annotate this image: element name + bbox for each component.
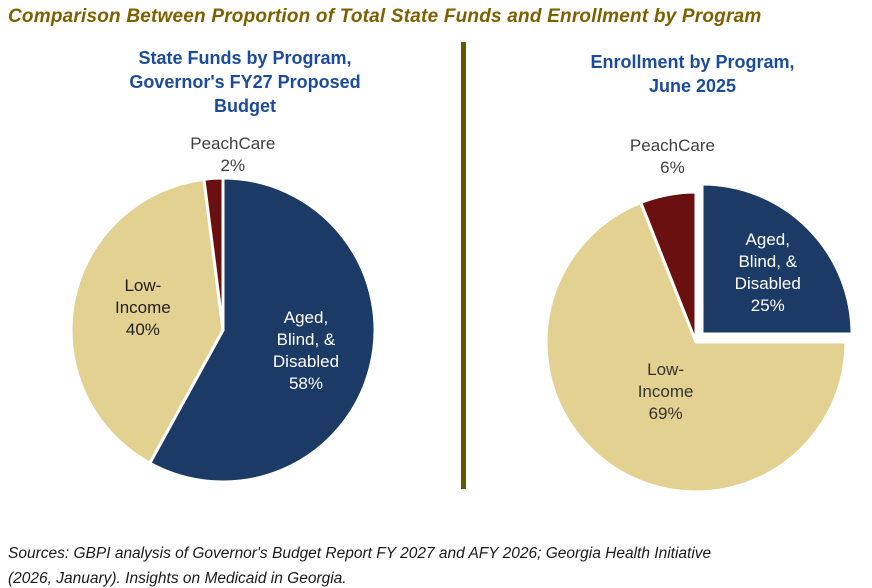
source-note-line: (2026, January). Insights on Medicaid in Georgia. xyxy=(8,570,347,587)
slice-label-line: 69% xyxy=(648,404,683,424)
slice-label-line: Disabled xyxy=(272,351,340,371)
slice-label-line: 6% xyxy=(660,158,685,178)
slice-label-line: Income xyxy=(637,382,694,402)
pie1-label-aged-blind-disabled xyxy=(273,307,339,395)
slice-label-line: 25% xyxy=(750,296,785,316)
slice-label-line: Blind, & xyxy=(738,252,798,272)
slice-label-line: 2% xyxy=(220,155,246,175)
pie2-label-peachcare xyxy=(630,135,715,179)
chart-title-line: June 2025 xyxy=(648,76,737,96)
source-note-line: Sources: GBPI analysis of Governor's Budget Report FY 2027 and AFY 2026; Georgia Health Initiative xyxy=(8,545,712,562)
chart-title-line: Enrollment by Program, xyxy=(590,52,795,72)
chart-title-line: State Funds by Program, xyxy=(138,48,352,68)
pie1-label-low-income xyxy=(115,275,171,341)
slice-label-line: Aged, xyxy=(745,230,790,250)
slice-label-line: Blind, & xyxy=(276,329,336,349)
slice-label-line: PeachCare xyxy=(190,133,276,153)
slice-label-line: Aged, xyxy=(283,307,329,327)
slice-label-line: PeachCare xyxy=(629,136,715,156)
slice-label-line: Low- xyxy=(124,276,162,296)
figure-title: Comparison Between Proportion of Total State Funds and Enrollment by Program xyxy=(8,6,762,27)
chart-title-line: Governor's FY27 Proposed xyxy=(129,72,361,92)
pie2-label-aged-blind-disabled xyxy=(735,229,801,317)
chart-title-line: Budget xyxy=(214,96,276,116)
slice-label-line: Income xyxy=(115,298,171,318)
slice-label-line: Low- xyxy=(647,360,684,380)
pie1-label-peachcare xyxy=(190,133,275,177)
source-note xyxy=(8,541,864,588)
slice-label-line: Disabled xyxy=(734,274,801,294)
pie2-label-low-income xyxy=(638,359,694,425)
slice-label-line: 40% xyxy=(125,320,160,340)
slice-label-line: 58% xyxy=(288,373,323,393)
